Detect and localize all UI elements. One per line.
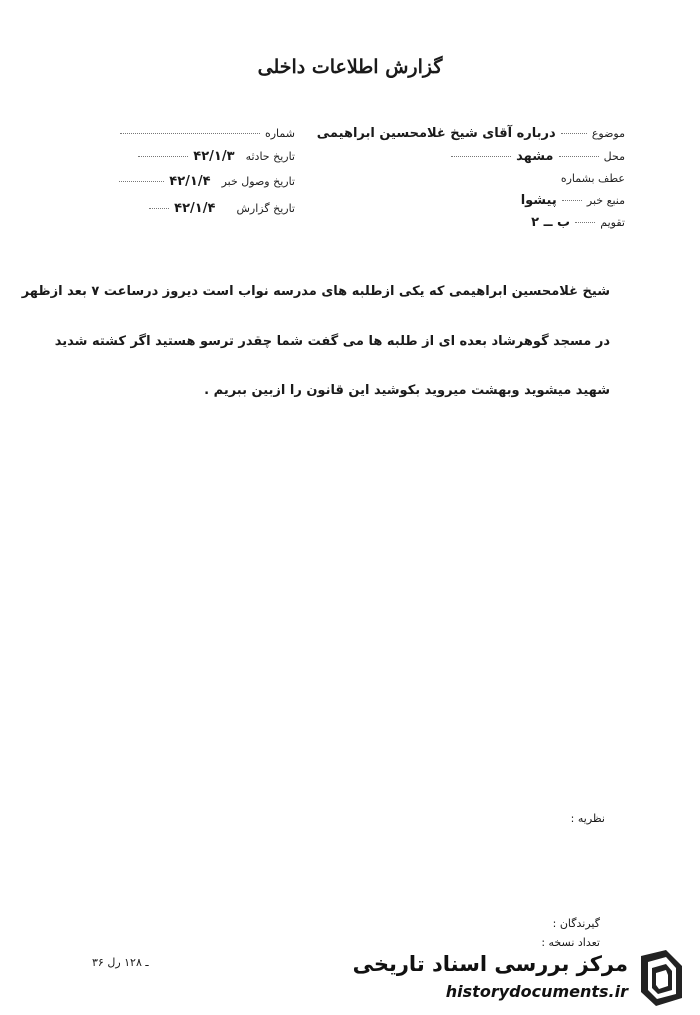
field-location-label: محل bbox=[603, 150, 625, 163]
field-location bbox=[451, 145, 625, 164]
recipients-label: گیرندگان : bbox=[552, 917, 600, 930]
field-reference bbox=[561, 167, 625, 186]
field-source-value: پیشوا bbox=[520, 193, 557, 208]
field-report-date-value: ۴۲/۱/۴ bbox=[174, 201, 216, 216]
dotted-line bbox=[575, 221, 595, 223]
dotted-line bbox=[149, 207, 169, 209]
dotted-line bbox=[559, 155, 599, 157]
field-incident-date-value: ۴۲/۱/۳ bbox=[193, 149, 235, 164]
field-report-date-label: تاریخ گزارش bbox=[236, 202, 295, 215]
field-source bbox=[521, 189, 625, 208]
field-subject-value: درباره آقای شیخ غلامحسین ابراهیمی bbox=[316, 126, 556, 141]
brand-name: مرکز بررسی اسناد تاریخی bbox=[352, 952, 628, 976]
body-line-2: در مسجد گوهرشاد بعده ای از طلبه ها می گفت شما چقدر ترسو هستید اگر کشته شدید bbox=[54, 334, 610, 349]
field-number bbox=[120, 122, 295, 141]
field-calendar bbox=[531, 211, 625, 230]
document-title: گزارش اطلاعات داخلی bbox=[257, 56, 443, 78]
field-received-date bbox=[119, 170, 295, 189]
dotted-line bbox=[562, 199, 582, 201]
field-calendar-value: ب ــ ۲ bbox=[531, 215, 571, 230]
dotted-line bbox=[138, 155, 188, 157]
field-reference-label: عطف بشماره bbox=[560, 172, 625, 185]
form-code: ۳۶ ـ ۱۲۸ رل bbox=[92, 956, 149, 969]
brand-site: historydocuments.ir bbox=[445, 982, 628, 1001]
field-received-date-value: ۴۲/۱/۴ bbox=[169, 174, 211, 189]
brand-logo-icon bbox=[636, 948, 686, 1008]
field-calendar-label: تقویم bbox=[600, 216, 625, 229]
field-incident-date-label: تاریخ حادثه bbox=[245, 150, 295, 163]
field-location-value: مشهد bbox=[516, 149, 554, 164]
field-incident-date bbox=[138, 145, 295, 164]
opinion-label: نظریه : bbox=[570, 812, 605, 825]
dotted-line bbox=[119, 180, 164, 182]
dotted-line bbox=[451, 155, 511, 157]
field-report-date bbox=[149, 197, 295, 216]
field-source-label: منبع خبر bbox=[586, 194, 625, 207]
body-line-1: شیخ غلامحسین ابراهیمی که یکی ازطلبه های مدرسه نواب است دیروز درساعت ۷ بعد ازظهر bbox=[21, 284, 610, 299]
body-line-3: شهید میشوید وبهشت میروید بکوشید این قانون را ازبین ببریم . bbox=[204, 383, 610, 398]
copies-label: تعداد نسخه : bbox=[541, 936, 600, 949]
dotted-line bbox=[561, 132, 587, 134]
field-received-date-label: تاریخ وصول خبر bbox=[221, 175, 295, 188]
field-subject bbox=[317, 122, 625, 141]
dotted-line bbox=[120, 132, 260, 134]
field-number-label: شماره bbox=[264, 127, 295, 140]
field-subject-label: موضوع bbox=[591, 127, 625, 140]
